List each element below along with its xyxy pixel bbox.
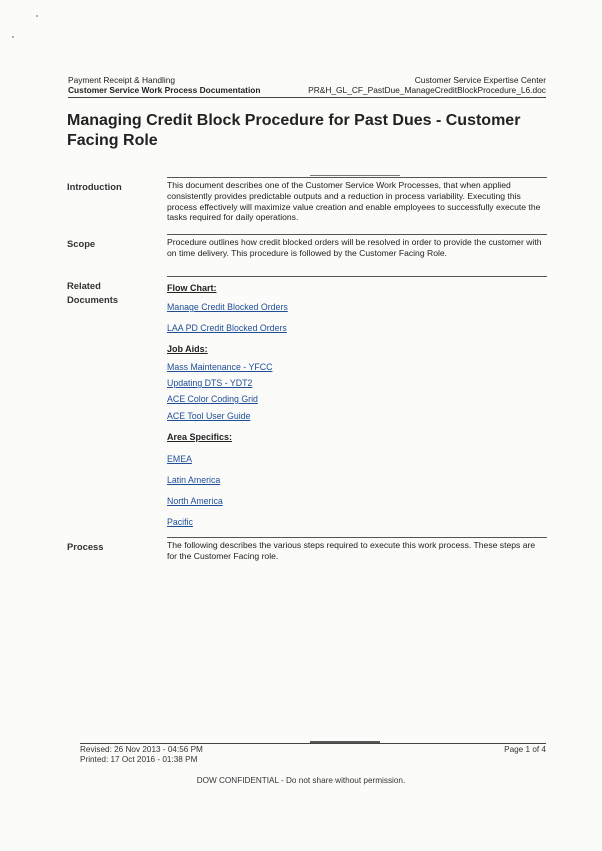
section-text-process: The following describes the various steps required to execute this work process. These steps are for the Customer Facing role.: [167, 540, 536, 561]
section-text-scope: Procedure outlines how credit blocked orders will be resolved in order to provide the customer with on time delivery. This procedure is followed by the Customer Facing Role.: [167, 237, 542, 258]
link-ace-color-coding-grid[interactable]: ACE Color Coding Grid: [167, 394, 258, 404]
link-mass-maintenance-yfcc[interactable]: Mass Maintenance - YFCC: [167, 362, 273, 372]
section-text-introduction: This document describes one of the Customer Service Work Processes, that when applied consistently provides predictable outputs and a reduction in process variability. Executing this process effectively will maximize value creation and enable employees to successfully execute the tasks required for daily operations.: [167, 180, 541, 223]
section-label-process: Process: [67, 541, 104, 552]
section-related-documents: [67, 279, 547, 531]
link-manage-credit-blocked-orders[interactable]: Manage Credit Blocked Orders: [167, 302, 288, 312]
header-left-line2: Customer Service Work Process Documentation: [68, 85, 261, 95]
link-latin-america[interactable]: Latin America: [167, 475, 221, 485]
link-ace-tool-user-guide[interactable]: ACE Tool User Guide: [167, 411, 251, 421]
page-title: Managing Credit Block Procedure for Past Dues - Customer Facing Role: [67, 112, 521, 149]
footer-revised: Revised: 26 Nov 2013 - 04:56 PM: [80, 745, 203, 754]
related-label-line2: Documents: [67, 294, 119, 305]
section-label-scope: Scope: [67, 238, 96, 249]
section-introduction: [67, 180, 547, 228]
job-aids-heading: Job Aids:: [167, 344, 208, 354]
header-left-line1: Payment Receipt & Handling: [68, 75, 176, 85]
section-label-introduction: Introduction: [67, 181, 122, 192]
link-emea[interactable]: EMEA: [167, 454, 192, 464]
footer-page-number: Page 1 of 4: [504, 745, 546, 754]
section-divider: [167, 177, 547, 178]
section-process: [67, 540, 547, 570]
section-divider: [167, 276, 547, 277]
section-divider: [167, 234, 547, 235]
link-laa-pd-credit-blocked-orders[interactable]: LAA PD Credit Blocked Orders: [167, 323, 287, 333]
section-scope: [67, 237, 547, 275]
header-divider: [68, 97, 546, 98]
header-right-line2: PR&H_GL_CF_PastDue_ManageCreditBlockProcedure_L6.doc: [308, 85, 546, 95]
page-footer: [80, 745, 546, 765]
link-updating-dts-ydt2[interactable]: Updating DTS - YDT2: [167, 378, 253, 388]
link-north-america[interactable]: North America: [167, 496, 223, 506]
section-divider: [167, 537, 547, 538]
page-header: [68, 75, 546, 95]
footer-printed: Printed: 17 Oct 2016 - 01:38 PM: [80, 755, 198, 764]
footer-divider: [80, 743, 546, 744]
link-pacific[interactable]: Pacific: [167, 517, 193, 527]
area-specifics-heading: Area Specifics:: [167, 432, 233, 442]
flow-chart-heading: Flow Chart:: [167, 283, 217, 293]
section-label-related: [67, 279, 157, 307]
scan-speck: [12, 36, 14, 38]
header-right-line1: Customer Service Expertise Center: [414, 75, 546, 85]
scan-speck: [36, 15, 38, 17]
confidential-notice: DOW CONFIDENTIAL - Do not share without permission.: [196, 776, 406, 785]
related-label-line1: Related: [67, 280, 101, 291]
title-divider: [310, 175, 400, 176]
